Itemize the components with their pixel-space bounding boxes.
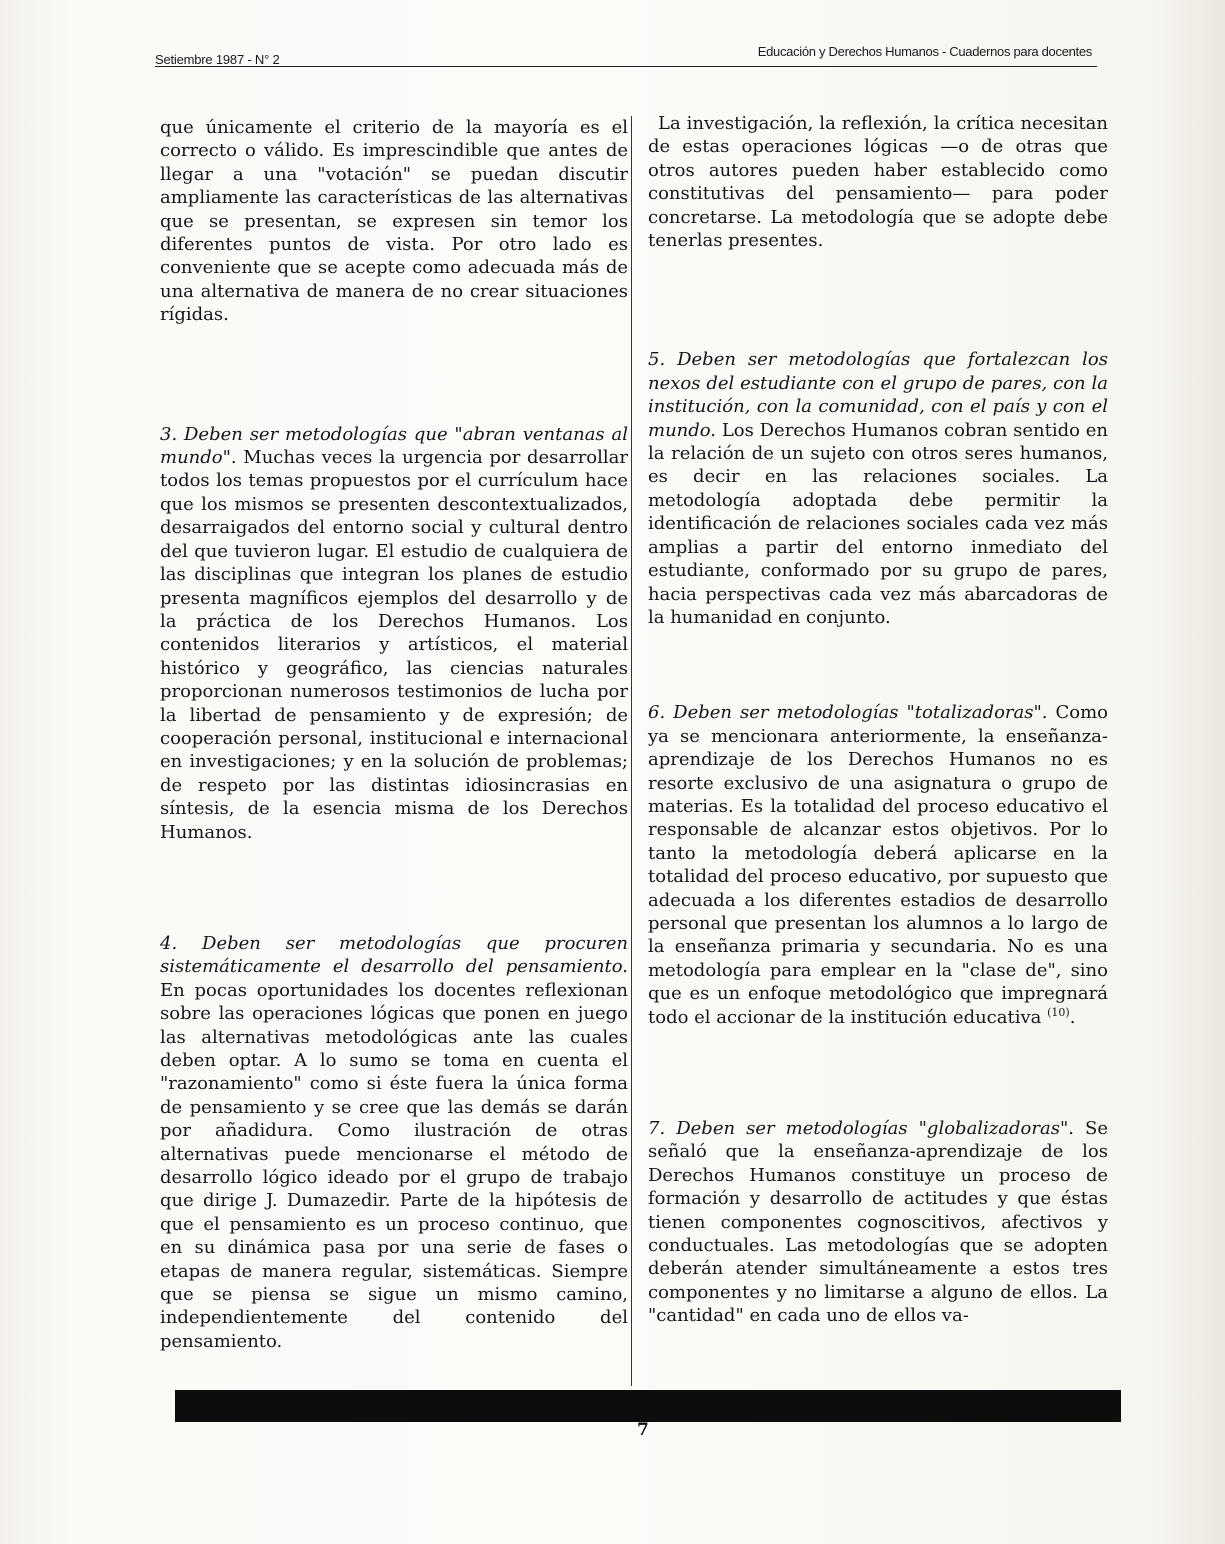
section-5-body: Los Derechos Humanos cobran sentido en la relación de un sujeto con otros seres humanos, es decir en las relaciones sociales. La metodología adoptada debe permitir la identificación de relaciones sociales cada vez más amplias a partir del entorno inmediato del estudiante, conformado por su grupo de pares, hacia perspectivas cada vez más abarcadoras de la humanidad en conjunto. bbox=[648, 419, 1108, 628]
section-3-body: Muchas veces la urgencia por desarrollar todos los temas propuestos por el currículum hace que los mismos se presenten descontextualizados, desarraigados del entorno social y cultural dentro del que tuvieron lugar. El estudio de cualquiera de las disciplinas que integran los planes de estudio presenta magníficos ejemplos del desarrollo y de la práctica de los Derechos Humanos. Los contenidos literarios y artísticos, el material histórico y geográfico, las ciencias naturales proporcionan numerosos testimonios de lucha por la libertad de pensamiento y de expresión; de cooperación personal, institucional e internacional en investigaciones; y en la solución de problemas; de respeto por las distintas idiosincrasias en síntesis, de la esencia misma de los Derechos Humanos. bbox=[160, 447, 628, 843]
section-3-heading: 3. Deben ser metodologías que "abran ventanas al mundo". bbox=[160, 423, 628, 469]
section-5-heading: 5. Deben ser metodologías que fortalezcan los nexos del estudiante con el grupo de pares, con la institución, con la comunidad, con el país y con el mundo. bbox=[648, 349, 1108, 441]
section-6-body: Como ya se mencionara anteriormente, la enseñanza-aprendizaje de los Derechos Humanos no es resorte exclusivo de una asignatura o grupo de materias. Es la totalidad del proceso educativo el responsable de alcanzar estos objetivos. Por lo tanto la metodología deberá aplicarse en la totalidad del proceso educativo, por supuesto que adecuada a los diferentes estadios de desarrollo personal que presentan los alumnos a lo largo de la enseñanza primaria y secundaria. No es una metodología para emplear en la "clase de", sino que es un enfoque metodológico que impregnará todo el accionar de la institución educativa bbox=[648, 702, 1108, 1028]
section-4-heading: 4. Deben ser metodologías que procuren sistemáticamente el desarrollo del pensamiento. bbox=[160, 932, 628, 978]
section-7 bbox=[648, 1117, 1108, 1328]
continued-paragraph: que únicamente el criterio de la mayoría es el correcto o válido. Es imprescindible que antes de llegar a una "votación" se puedan discutir ampliamente las características de las alternativas que se presentan, se expresen sin temor los diferentes puntos de vista. Por otro lado es conveniente que se acepte como adecuada más de una alternativa de manera de no crear situaciones rígidas. bbox=[160, 117, 628, 326]
continued-paragraph-right: La investigación, la reflexión, la crítica necesitan de estas operaciones lógicas —o de otras que otros autores pueden haber establecido como constitutivas del pensamiento— para poder concretarse. La metodología que se adopte debe tenerlas presentes. bbox=[648, 113, 1108, 252]
footnote-reference: (10) bbox=[1047, 1005, 1070, 1019]
section-4 bbox=[160, 932, 628, 1353]
header-rule bbox=[155, 66, 1097, 67]
section-3 bbox=[160, 423, 628, 844]
section-5 bbox=[648, 348, 1108, 629]
section-4-body: En pocas oportunidades los docentes reflexionan sobre las operaciones lógicas que ponen en juego las alternativas metodológicas ante las cuales deben optar. A lo sumo se toma en cuenta el "razonamiento" como si éste fuera la única forma de pensamiento y se cree que las demás se darán por añadidura. Como ilustración de otras alternativas puede mencionarse el método de desarrollo lógico ideado por el grupo de trabajo que dirige J. Dumazedir. Parte de la hipótesis de que el pensamiento es un proceso continuo, que en su dinámica pasa por una serie de fases o etapas de manera regular, sistemáticas. Siempre que se piensa se sigue un mismo camino, independientemente del contenido del pensamiento. bbox=[160, 979, 628, 1352]
left-column bbox=[160, 116, 628, 1353]
section-7-heading: 7. Deben ser metodologías "globalizadoras". bbox=[648, 1118, 1074, 1139]
page-number: 7 bbox=[637, 1420, 649, 1440]
right-column bbox=[648, 112, 1108, 1328]
publication-title: Educación y Derechos Humanos - Cuadernos para docentes bbox=[757, 44, 1092, 59]
section-6-end: . bbox=[1069, 1006, 1076, 1028]
section-7-body: Se señaló que la enseñanza-aprendizaje de los Derechos Humanos constituye un proceso de formación y desarrollo de actitudes y que éstas tienen componentes cognoscitivos, afectivos y conductuales. Las metodologías que se adopten deberán atender simultáneamente a estos tres componentes y no limitarse a alguno de ellos. La "cantidad" en cada uno de ellos va- bbox=[648, 1118, 1108, 1327]
section-6 bbox=[648, 701, 1108, 1029]
column-divider bbox=[631, 116, 632, 1386]
section-6-heading: 6. Deben ser metodologías "totalizadoras". bbox=[648, 702, 1048, 724]
issue-date: Setiembre 1987 - N° 2 bbox=[155, 52, 280, 67]
footer-bar bbox=[175, 1390, 1121, 1422]
